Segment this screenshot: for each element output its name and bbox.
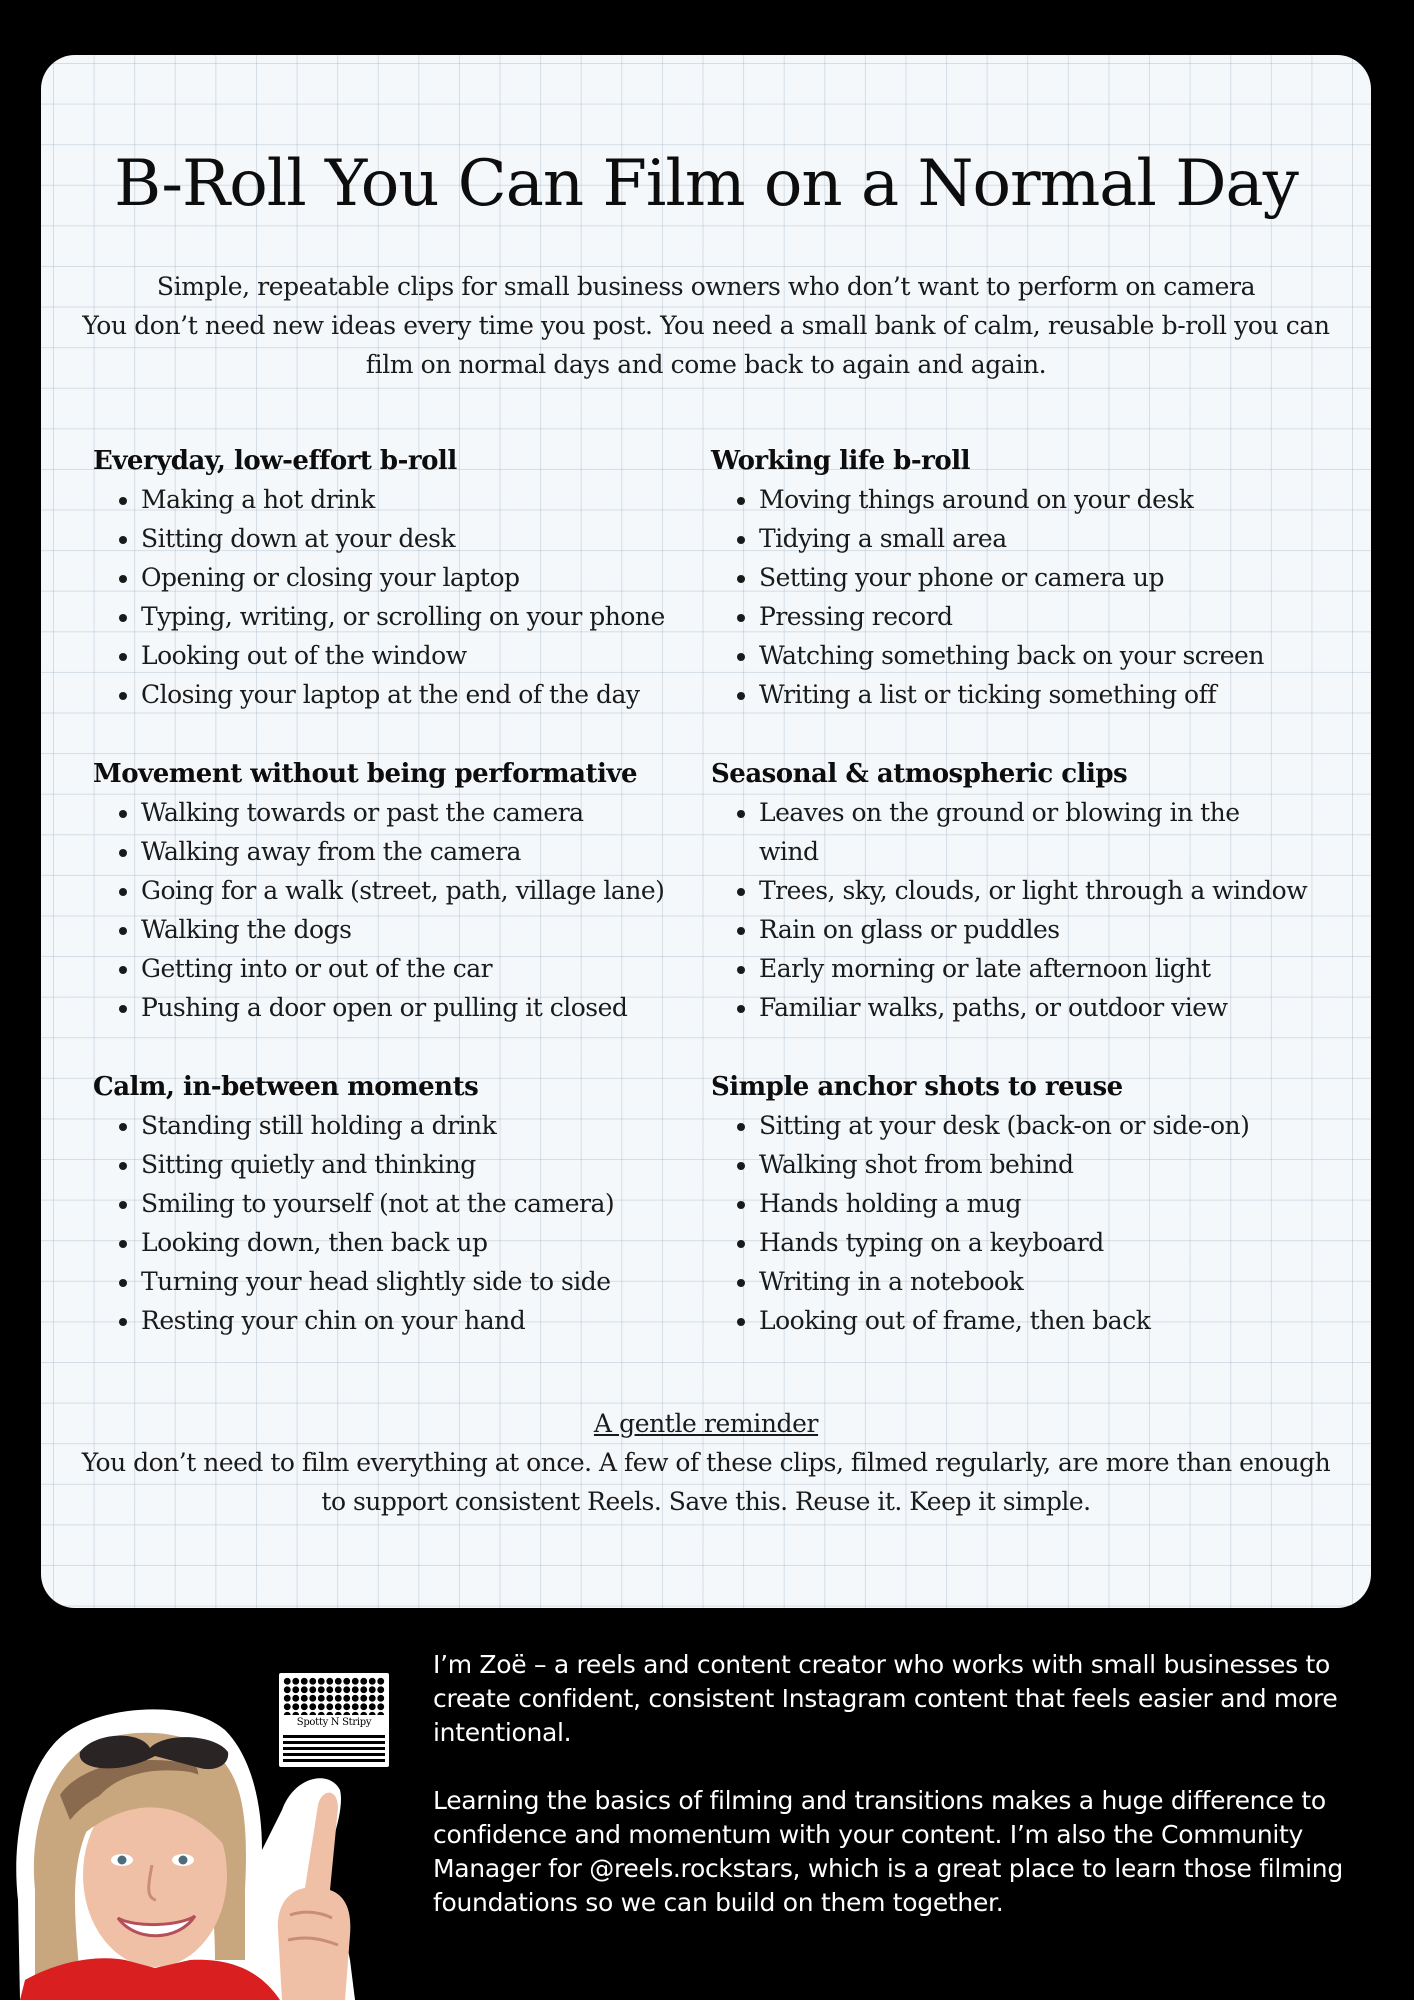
list-item: • Writing in a notebook xyxy=(759,1262,1311,1301)
list-item: • Making a hot drink xyxy=(141,480,693,519)
list-item: • Looking out of the window xyxy=(141,636,693,675)
list-item: • Hands holding a mug xyxy=(759,1184,1311,1223)
intro xyxy=(71,267,1341,384)
list-item: • Rain on glass or puddles xyxy=(759,910,1279,949)
list-item: • Familiar walks, paths, or outdoor view xyxy=(759,988,1279,1027)
list-item: • Smiling to yourself (not at the camera) xyxy=(141,1184,693,1223)
section-list xyxy=(93,793,693,1027)
brand-logo xyxy=(279,1673,389,1767)
list-item: • Leaves on the ground or blowing in the wind xyxy=(759,793,1259,871)
reminder-text: You don’t need to film everything at once. A few of these clips, filmed regularly, are more than enough to support consistent Reels. Save this. Reuse it. Keep it simple. xyxy=(81,1448,1331,1516)
page-title: B-Roll You Can Film on a Normal Day xyxy=(114,147,1298,221)
list-item: • Sitting down at your desk xyxy=(141,519,693,558)
section-heading: Calm, in-between moments xyxy=(93,1072,479,1102)
list-item: • Writing a list or ticking something off xyxy=(759,675,1311,714)
bio-paragraph: Learning the basics of filming and transitions makes a huge difference to confidence and momentum with your content. I’m also the Community Manager for @reels.rockstars, which is a great place to learn those filming foundations so we can build on them together. xyxy=(433,1786,1343,1917)
list-item: • Going for a walk (street, path, village lane) xyxy=(141,871,693,910)
list-item: • Tidying a small area xyxy=(759,519,1311,558)
intro-subtitle: Simple, repeatable clips for small business owners who don’t want to perform on camera xyxy=(156,272,1256,301)
list-item: • Trees, sky, clouds, or light through a window xyxy=(759,871,1279,910)
reminder xyxy=(81,1404,1331,1521)
logo-stripes xyxy=(283,1735,385,1763)
author-bio xyxy=(433,1648,1368,1954)
list-item: • Looking down, then back up xyxy=(141,1223,693,1262)
section-heading: Seasonal & atmospheric clips xyxy=(711,759,1128,789)
section-list xyxy=(711,1106,1311,1340)
list-item: • Resting your chin on your hand xyxy=(141,1301,693,1340)
list-item: • Walking towards or past the camera xyxy=(141,793,693,832)
section-anchor-shots xyxy=(711,1068,1311,1340)
list-item: • Sitting at your desk (back-on or side-on) xyxy=(759,1106,1311,1145)
section-working-life xyxy=(711,442,1311,714)
list-item: • Moving things around on your desk xyxy=(759,480,1311,519)
bio-paragraph: I’m Zoë – a reels and content creator who works with small businesses to create confident, consistent Instagram content that feels easier and more intentional. xyxy=(433,1650,1338,1747)
list-item: • Opening or closing your laptop xyxy=(141,558,693,597)
section-list xyxy=(93,480,693,714)
list-item: • Early morning or late afternoon light xyxy=(759,949,1279,988)
list-item: • Watching something back on your screen xyxy=(759,636,1311,675)
section-list xyxy=(711,793,1308,1027)
list-item: • Typing, writing, or scrolling on your phone xyxy=(141,597,693,636)
list-item: • Walking away from the camera xyxy=(141,832,693,871)
list-item: • Pushing a door open or pulling it closed xyxy=(141,988,693,1027)
section-list xyxy=(93,1106,693,1340)
list-item: • Sitting quietly and thinking xyxy=(141,1145,693,1184)
logo-text: Spotty N Stripy xyxy=(296,1717,372,1728)
section-seasonal xyxy=(711,755,1341,1027)
list-item: • Closing your laptop at the end of the day xyxy=(141,675,693,714)
content-card xyxy=(41,55,1371,1608)
section-heading: Everyday, low-effort b-roll xyxy=(93,446,457,476)
section-heading: Working life b-roll xyxy=(711,446,970,476)
list-item: • Walking shot from behind xyxy=(759,1145,1311,1184)
list-item: • Pressing record xyxy=(759,597,1311,636)
reminder-title: A gentle reminder xyxy=(593,1409,819,1438)
section-everyday xyxy=(93,442,693,714)
section-movement xyxy=(93,755,693,1027)
list-item: • Walking the dogs xyxy=(141,910,693,949)
list-item: • Turning your head slightly side to side xyxy=(141,1262,693,1301)
list-item: • Looking out of frame, then back xyxy=(759,1301,1311,1340)
section-list xyxy=(711,480,1311,714)
list-item: • Getting into or out of the car xyxy=(141,949,693,988)
intro-text: You don’t need new ideas every time you post. You need a small bank of calm, reusable b-roll you can film on normal days and come back to again and again. xyxy=(82,311,1330,379)
list-item: • Setting your phone or camera up xyxy=(759,558,1311,597)
list-item: • Standing still holding a drink xyxy=(141,1106,693,1145)
logo-dots xyxy=(283,1677,385,1715)
section-calm xyxy=(93,1068,693,1340)
section-heading: Movement without being performative xyxy=(93,759,638,789)
section-heading: Simple anchor shots to reuse xyxy=(711,1072,1123,1102)
list-item: • Hands typing on a keyboard xyxy=(759,1223,1311,1262)
